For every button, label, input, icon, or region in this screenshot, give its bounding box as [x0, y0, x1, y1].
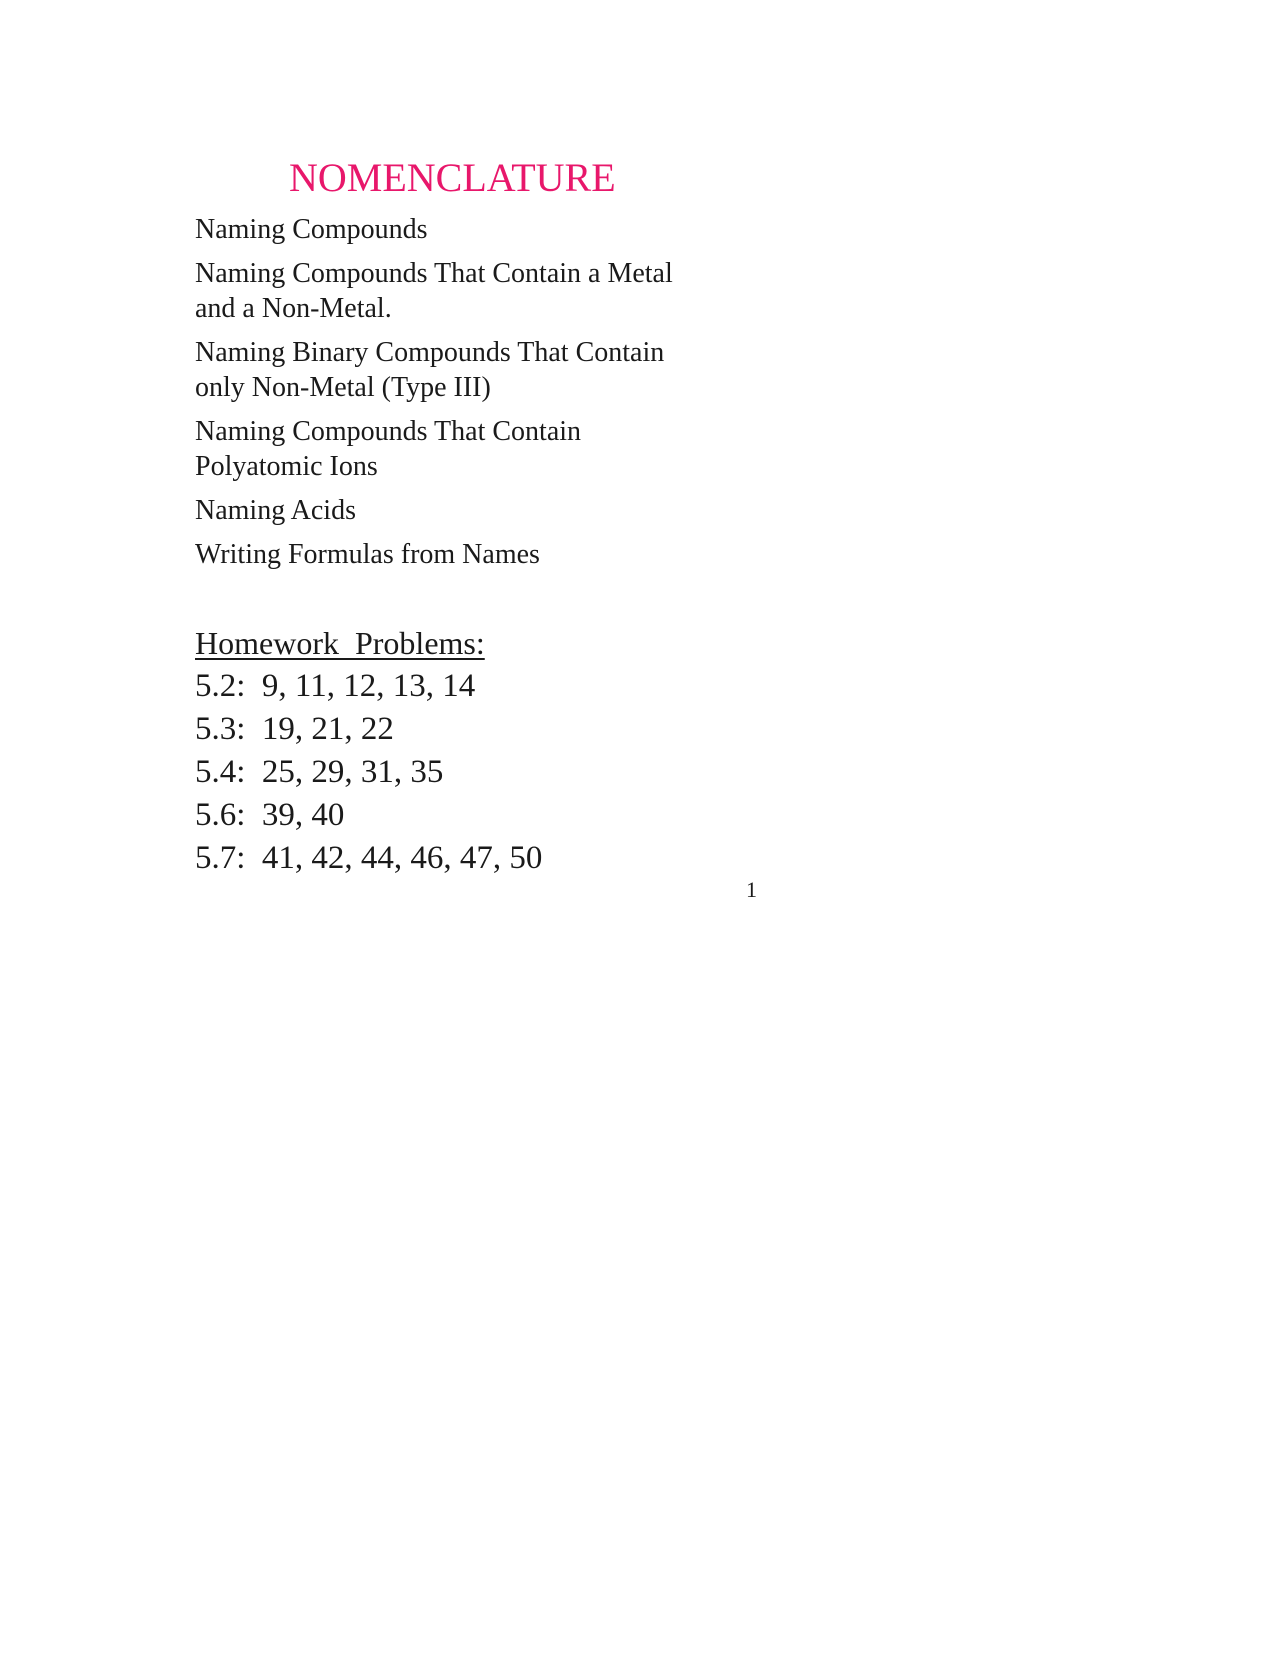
homework-problems: 9, 11, 12, 13, 14: [261, 668, 476, 704]
homework-row: [195, 751, 542, 794]
homework-problems: 19, 21, 22: [261, 711, 394, 747]
homework-row: [195, 794, 542, 837]
homework-problems: 41, 42, 44, 46, 47, 50: [261, 840, 543, 876]
topic-item: Naming Compounds: [195, 214, 428, 245]
topic-item: Naming Compounds That Contain Polyatomic Ions: [195, 416, 582, 482]
page-title: NOMENCLATURE: [289, 155, 616, 200]
homework-problems: 39, 40: [261, 797, 345, 833]
page-number: 1: [746, 877, 757, 902]
homework-section: 5.3:: [195, 711, 246, 747]
homework-row: [195, 665, 542, 708]
homework-section: 5.2:: [195, 668, 246, 704]
homework-problems: 25, 29, 31, 35: [261, 754, 444, 790]
homework-section: 5.4:: [195, 754, 246, 790]
topic-item: Naming Binary Compounds That Contain only Non-Metal (Type III): [195, 337, 665, 403]
topic-item: Writing Formulas from Names: [195, 539, 540, 570]
homework-row: [195, 837, 542, 880]
topic-item: Naming Compounds That Contain a Metal and a Non-Metal.: [195, 258, 673, 324]
homework-section: 5.6:: [195, 797, 246, 833]
homework-section: 5.7:: [195, 840, 246, 876]
homework-heading: Homework Problems:: [195, 625, 485, 661]
homework-row: [195, 708, 542, 751]
topic-list: [195, 212, 715, 581]
homework-list: [195, 665, 542, 880]
topic-item: Naming Acids: [195, 495, 356, 526]
